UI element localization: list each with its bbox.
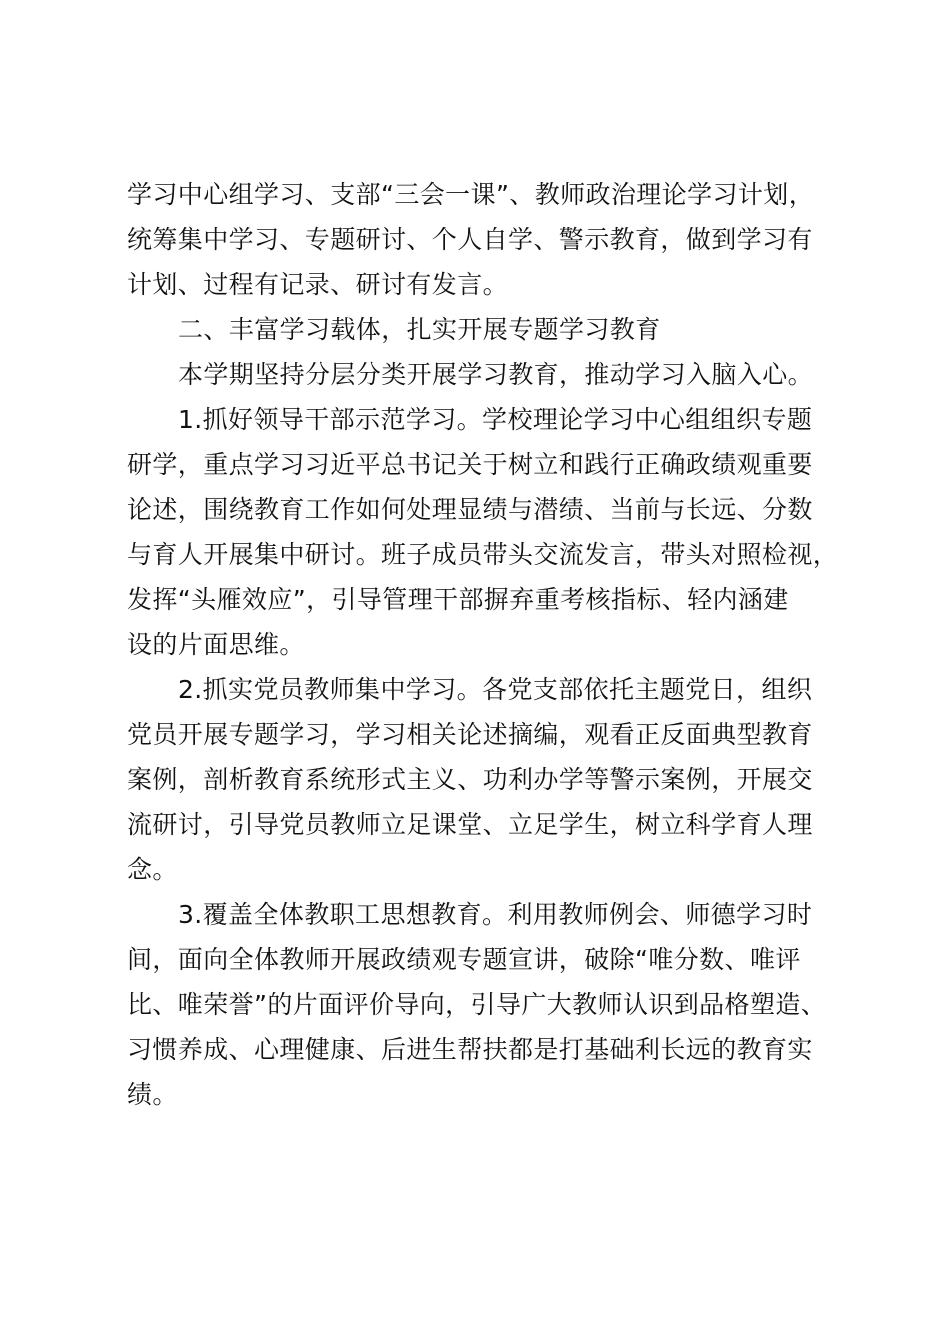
text-line: 2.抓实党员教师集中学习。各党支部依托主题党日，组织 (178, 675, 813, 704)
text-line: 统筹集中学习、专题研讨、个人自学、警示教育，做到学习有 (127, 225, 813, 254)
text-line: 流研讨，引导党员教师立足课堂、立足学生，树立科学育人理 (127, 810, 813, 839)
text-line: 念。 (127, 855, 178, 884)
text-line: 1.抓好领导干部示范学习。学校理论学习中心组组织专题 (178, 405, 813, 434)
text-line: 案例，剖析教育系统形式主义、功利办学等警示案例，开展交 (127, 765, 813, 794)
text-line: 发挥“头雁效应”，引导管理干部摒弃重考核指标、轻内涵建 (127, 585, 789, 614)
text-line: 党员开展专题学习，学习相关论述摘编，观看正反面典型教育 (127, 720, 813, 749)
text-line: 3.覆盖全体教职工思想教育。利用教师例会、师德学习时 (178, 900, 813, 929)
text-line: 间，面向全体教师开展政绩观专题宣讲，破除“唯分数、唯评 (127, 945, 801, 974)
text-line: 与育人开展集中研讨。班子成员带头交流发言，带头对照检视， (127, 540, 839, 569)
text-line: 习惯养成、心理健康、后进生帮扶都是打基础利长远的教育实 (127, 1035, 813, 1064)
text-line: 设的片面思维。 (127, 630, 305, 659)
text-line: 本学期坚持分层分类开展学习教育，推动学习入脑入心。 (178, 360, 814, 389)
text-line: 绩。 (127, 1080, 178, 1109)
text-line: 研学，重点学习习近平总书记关于树立和践行正确政绩观重要 (127, 450, 813, 479)
text-line: 计划、过程有记录、研讨有发言。 (127, 270, 509, 299)
text-line: 论述，围绕教育工作如何处理显绩与潜绩、当前与长远、分数 (127, 495, 813, 524)
text-line: 学习中心组学习、支部“三会一课”、教师政治理论学习计划， (127, 180, 815, 209)
section-heading: 二、丰富学习载体，扎实开展专题学习教育 (178, 315, 661, 344)
text-line: 比、唯荣誉”的片面评价导向，引导广大教师认识到品格塑造、 (127, 990, 827, 1019)
